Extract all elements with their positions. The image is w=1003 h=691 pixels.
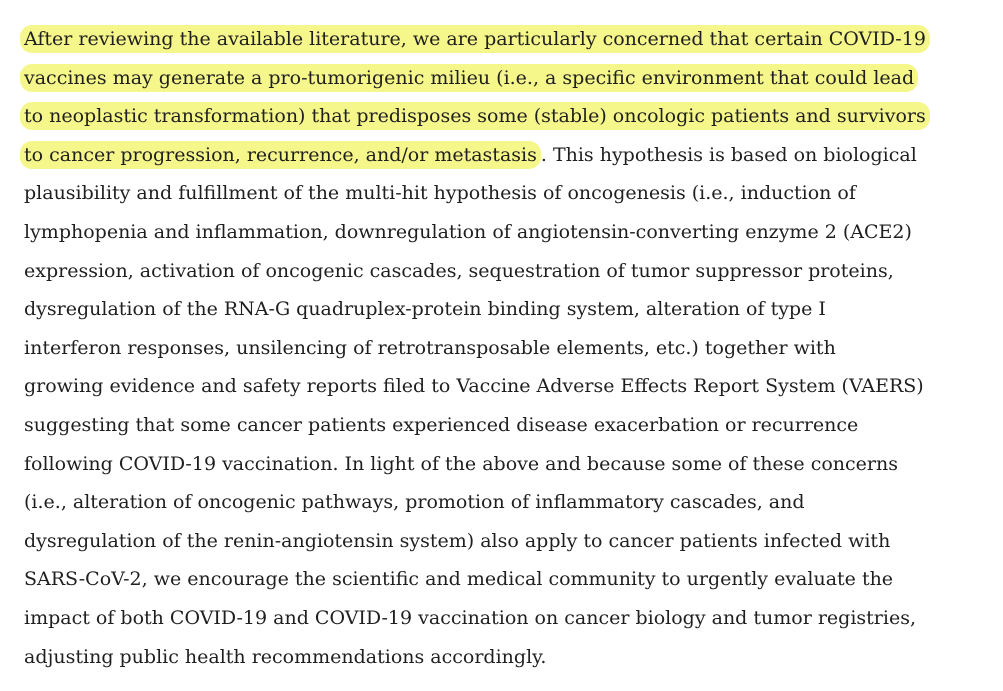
plain-text: suggesting that some cancer patients experienced disease exacerbation or recurrence: [24, 413, 859, 436]
text-line: [24, 174, 984, 213]
text-line: [24, 367, 984, 406]
highlighted-text: to neoplastic transformation) that predisposes some (stable) oncologic patients and survivors: [20, 102, 930, 130]
plain-text: following COVID-19 vaccination. In light of the above and because some of these concerns: [24, 452, 898, 475]
text-line: [24, 20, 984, 59]
text-line: [24, 638, 984, 677]
plain-text: expression, activation of oncogenic cascades, sequestration of tumor suppressor proteins,: [24, 259, 894, 282]
plain-text: SARS-CoV-2, we encourage the scientific and medical community to urgently evaluate the: [24, 568, 894, 591]
text-line: [24, 406, 984, 445]
text-line: [24, 97, 984, 136]
text-line: [24, 483, 984, 522]
text-line: [24, 522, 984, 561]
plain-text: (i.e., alteration of oncogenic pathways, promotion of inflammatory cascades, and: [24, 491, 805, 514]
body-paragraph: [24, 20, 984, 676]
plain-text: lymphopenia and inflammation, downregulation of angiotensin-converting enzyme 2 (ACE2): [24, 220, 912, 243]
text-line: [24, 136, 984, 175]
plain-text: impact of both COVID-19 and COVID-19 vaccination on cancer biology and tumor registries,: [24, 606, 916, 629]
plain-text: dysregulation of the renin-angiotensin system) also apply to cancer patients infected with: [24, 529, 891, 552]
plain-text: interferon responses, unsilencing of retrotransposable elements, etc.) together with: [24, 336, 836, 359]
plain-text: plausibility and fulfillment of the multi-hit hypothesis of oncogenesis (i.e., induction of: [24, 182, 856, 205]
text-line: [24, 599, 984, 638]
highlighted-text: vaccines may generate a pro-tumorigenic milieu (i.e., a specific environment that could lead: [20, 64, 918, 92]
plain-text: growing evidence and safety reports filed to Vaccine Adverse Effects Report System (VAERS): [24, 375, 924, 398]
text-line: [24, 290, 984, 329]
highlighted-text: After reviewing the available literature, we are particularly concerned that certain COVID-19: [20, 25, 930, 53]
plain-text: . This hypothesis is based on biological: [540, 143, 917, 166]
plain-text: dysregulation of the RNA-G quadruplex-protein binding system, alteration of type I: [24, 298, 826, 321]
text-line: [24, 252, 984, 291]
highlighted-text: to cancer progression, recurrence, and/or metastasis: [20, 141, 541, 169]
plain-text: adjusting public health recommendations accordingly.: [24, 645, 547, 668]
text-line: [24, 59, 984, 98]
text-line: [24, 329, 984, 368]
text-line: [24, 445, 984, 484]
text-line: [24, 213, 984, 252]
text-line: [24, 560, 984, 599]
